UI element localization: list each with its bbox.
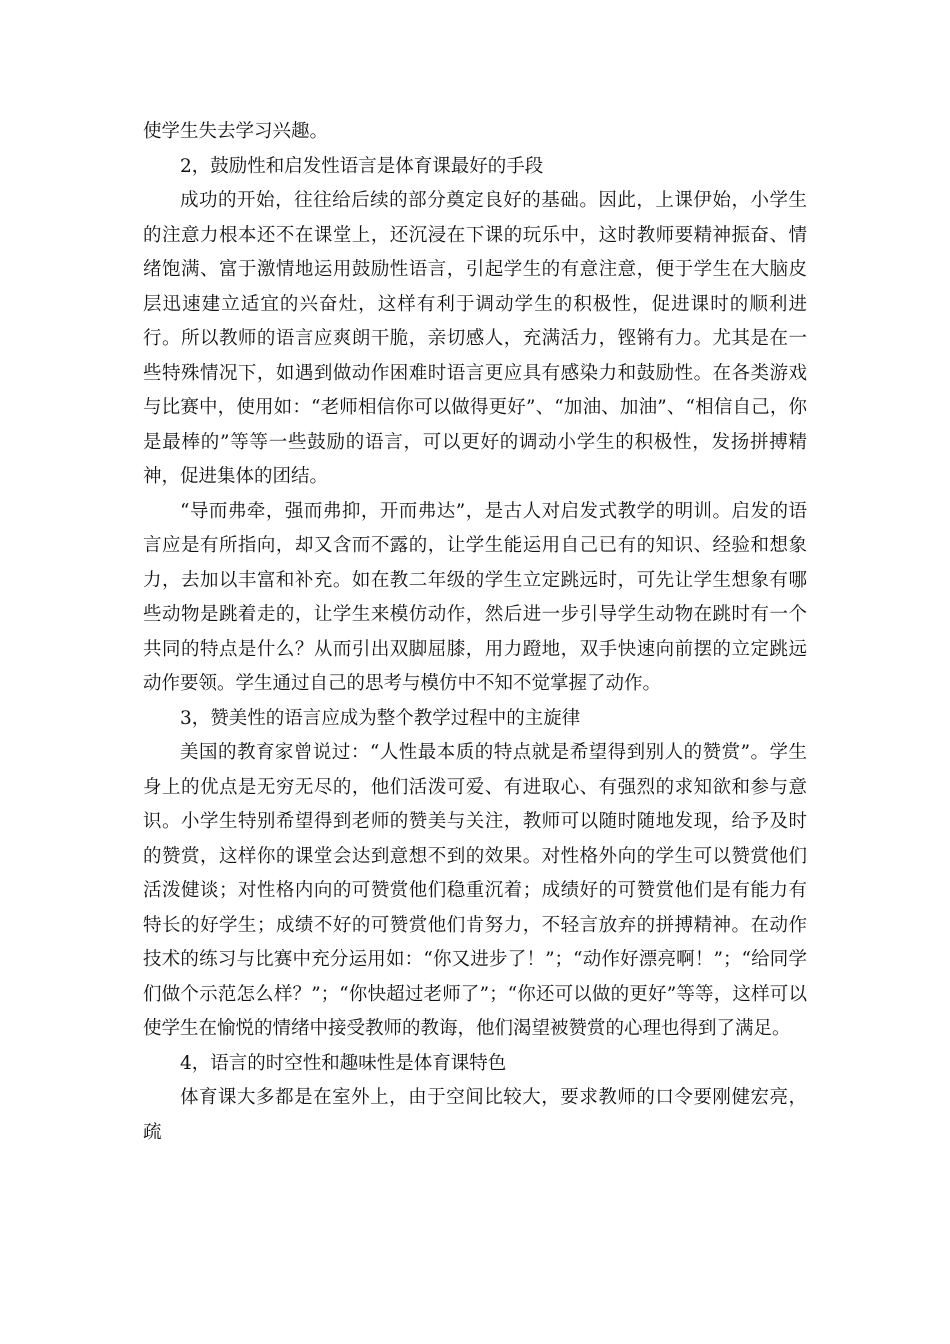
- section-heading-3: 3，赞美性的语言应成为整个教学过程中的主旋律: [180, 707, 581, 729]
- paragraph-encouraging-language: 成功的开始，往往给后续的部分奠定良好的基础。因此，上课伊始，小学生的注意力根本还不在课堂上，还沉浸在下课的玩乐中，这时教师要精神振奋、情绪饱满、富于激情地运用鼓励性语言，引起学生的有意注意，便于学生在大脑皮层迅速建立适宜的兴奋灶，这样有利于调动学生的积极性，促进课时的顺利进行。所以教师的语言应爽朗干脆，亲切感人，充满活力，铿锵有力。尤其是在一些特殊情况下，如遇到做动作困难时语言更应具有感染力和鼓励性。在各类游戏与比赛中，使用如：“老师相信你可以做得更好”、“加油、加油”、“相信自己，你是最棒的”等等一些鼓励的语言，可以更好的调动小学生的积极性，发扬拼搏精神，促进集体的团结。: [143, 190, 807, 487]
- paragraph-heuristic-language: “导而弗牵，强而弗抑，开而弗达”，是古人对启发式教学的明训。启发的语言应是有所指向，却又含而不露的，让学生能运用自己已有的知识、经验和想象力，去加以丰富和补充。如在教二年级的学生立定跳远时，可先让学生想象有哪些动物是跳着走的，让学生来模仿动作，然后进一步引导学生动物在跳时有一个共同的特点是什么？从而引出双脚屈膝，用力蹬地，双手快速向前摆的立定跳远动作要领。学生通过自己的思考与模仿中不知不觉掌握了动作。: [143, 500, 807, 694]
- section-heading-4: 4，语言的时空性和趣味性是体育课特色: [180, 1052, 507, 1074]
- paragraph-spatial-language: 体育课大多都是在室外上，由于空间比较大，要求教师的口令要刚健宏亮，疏: [143, 1087, 807, 1143]
- paragraph-continuation: 使学生失去学习兴趣。: [143, 121, 329, 142]
- paragraph-praise-language: 美国的教育家曾说过：“人性最本质的特点就是希望得到别人的赞赏”。学生身上的优点是无穷无尽的，他们活泼可爱、有进取心、有强烈的求知欲和参与意识。小学生特别希望得到老师的赞美与关注，教师可以随时随地发现，给予及时的赞赏，这样你的课堂会达到意想不到的效果。对性格外向的学生可以赞赏他们活泼健谈；对性格内向的可赞赏他们稳重沉着；成绩好的可赞赏他们是有能力有特长的好学生；成绩不好的可赞赏他们肯努力，不轻言放弃的拼搏精神。在动作技术的练习与比赛中充分运用如：“你又进步了！”；“动作好漂亮啊！”；“给同学们做个示范怎么样？”；“你快超过老师了”；“你还可以做的更好”等等，这样可以使学生在愉悦的情绪中接受教师的教诲，他们渴望被赞赏的心理也得到了满足。: [143, 742, 807, 1039]
- section-heading-2: 2，鼓励性和启发性语言是体育课最好的手段: [180, 155, 544, 177]
- document-body: [143, 115, 807, 1150]
